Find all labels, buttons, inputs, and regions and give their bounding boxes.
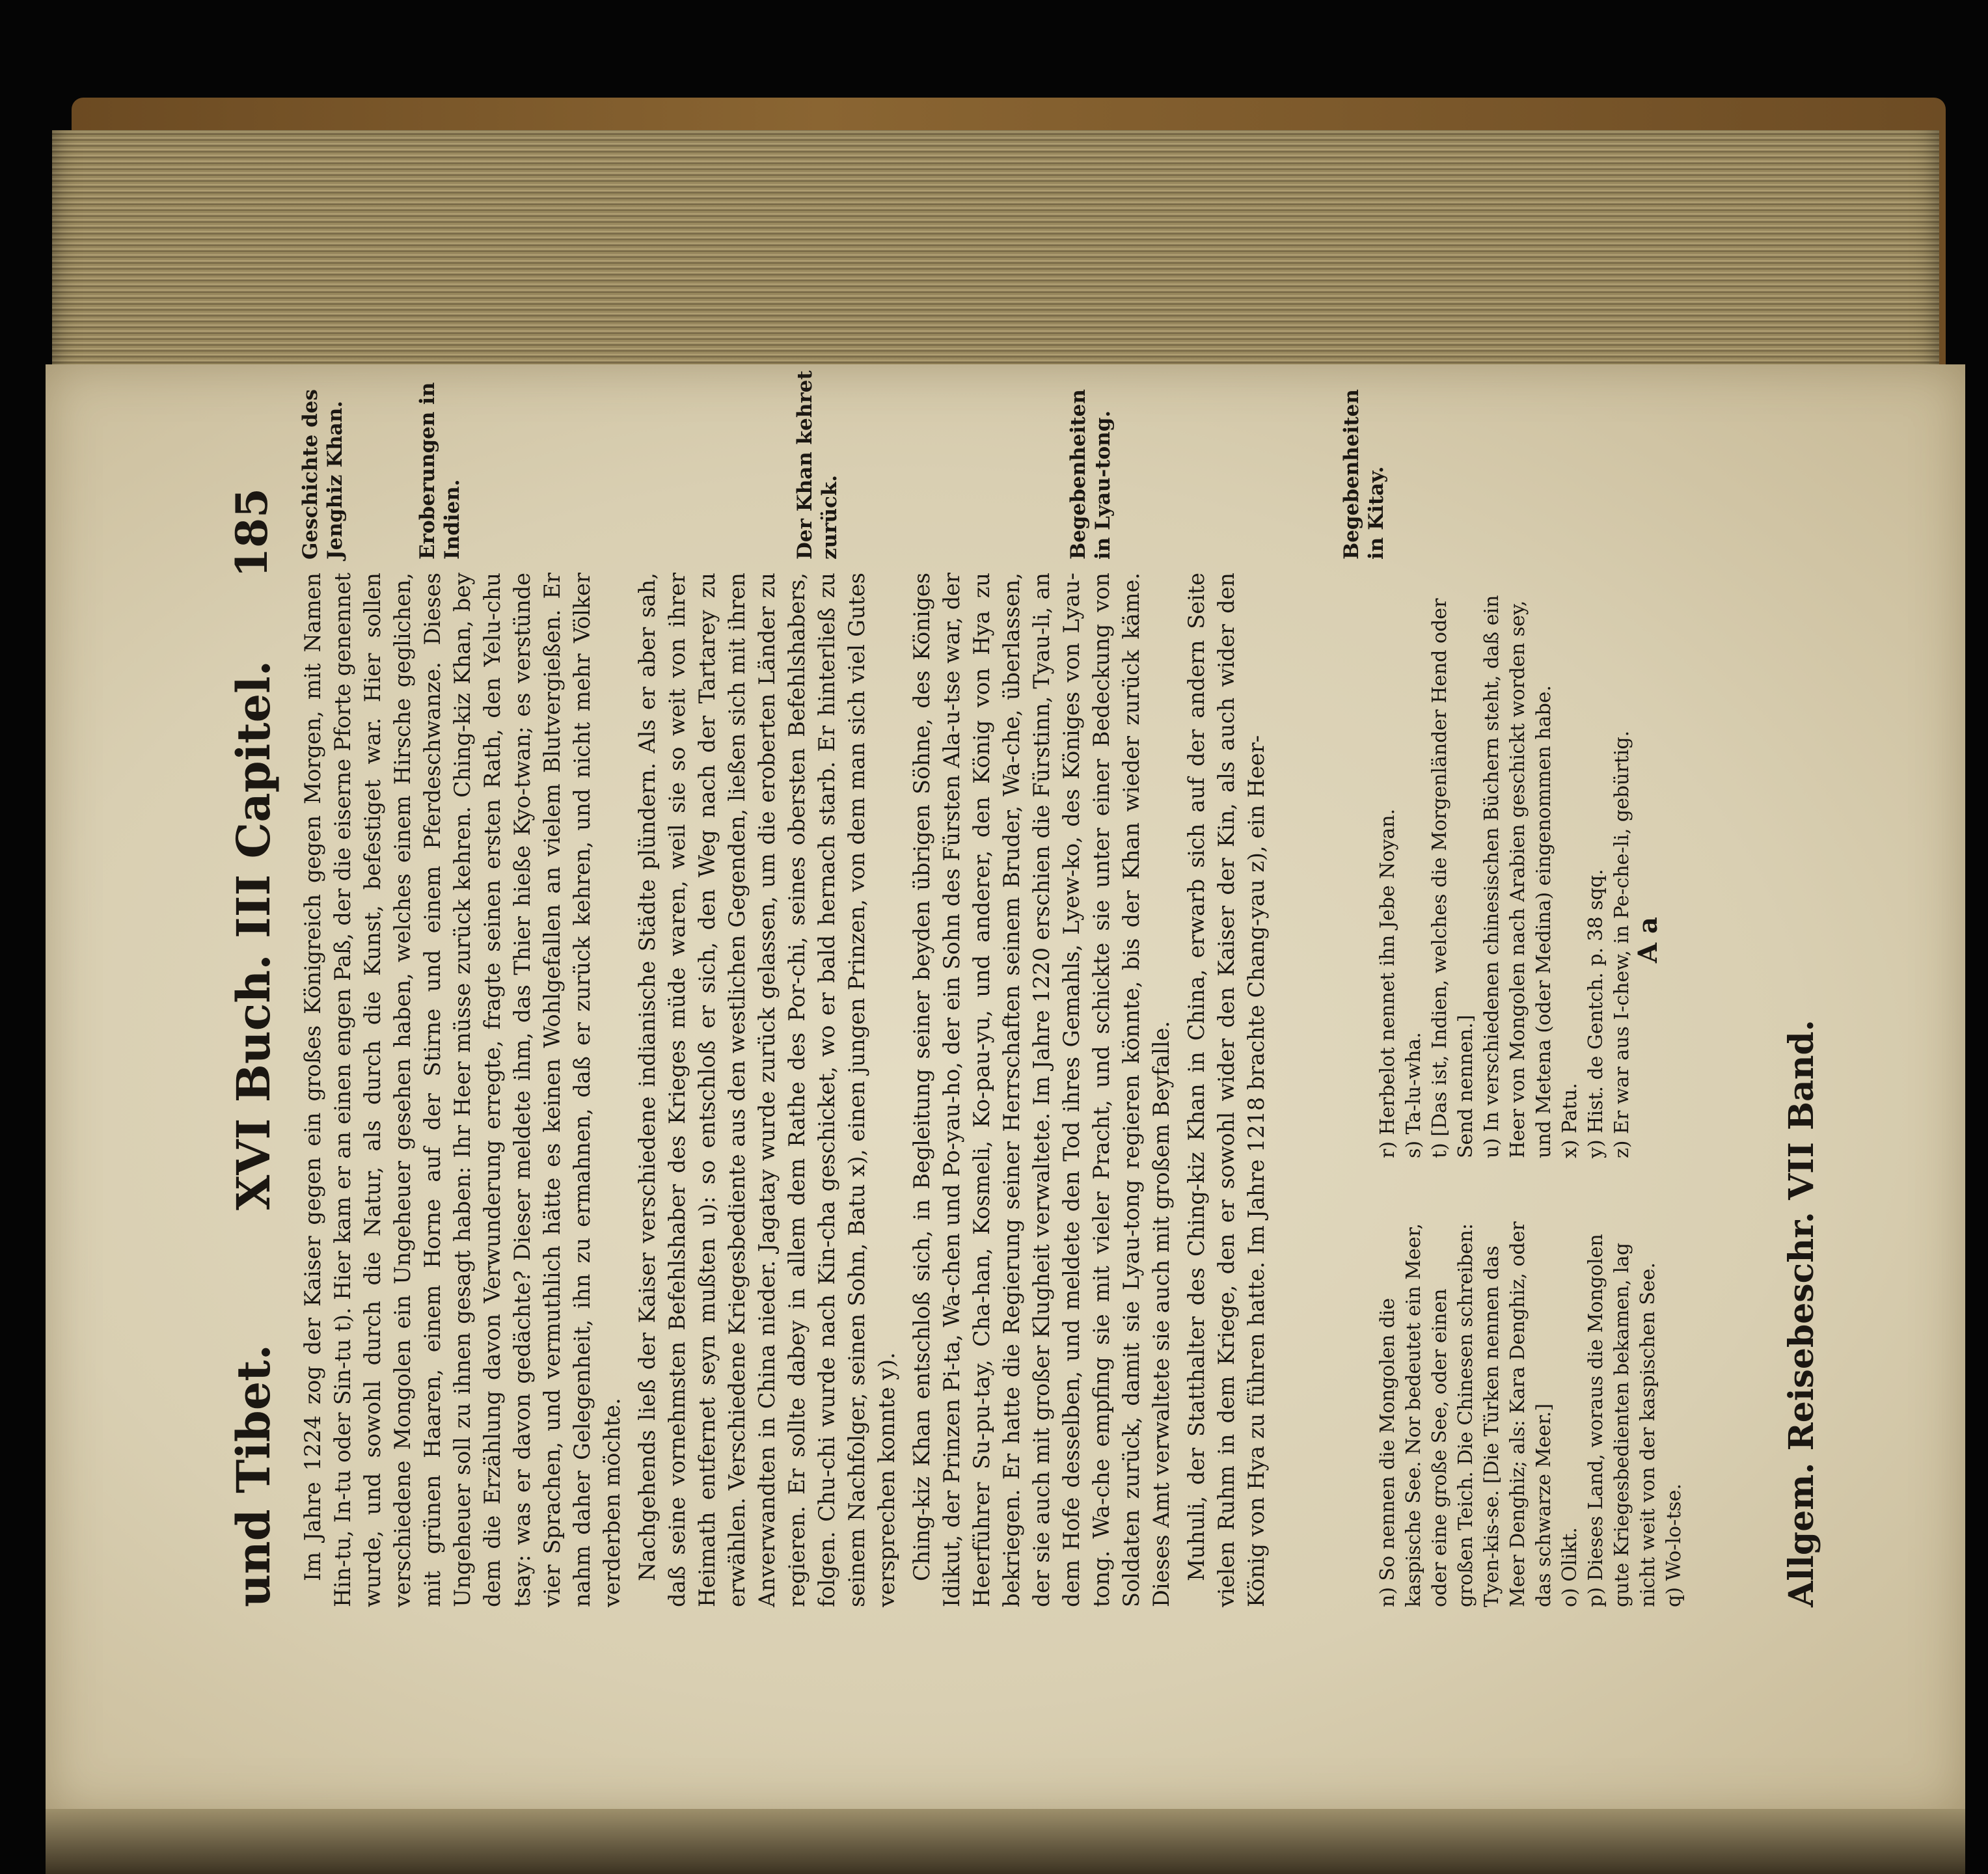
paragraph: Ching-kiz Khan entschloß sich, in Begleitung seiner beyden übrigen Söhne, des Königes Idikut, der Prinzen Pi-ta, Wa-chen und Po-yau-ho, der ein Sohn des Fürsten Ala-u-tse war, der Heerführer Su-pu-tay, Cha-han, Kosmeli, Ko-pau-yu, und anderer, den König von Hya zu bekriegen. Er hatte die Regierung seiner Herrschaften seinem Bruder, Wa-che, überlassen, der sie auch mit großer Klugheit verwaltete. Im Jahre 1220 erschien die Fürstinn, Tyau-li, an dem Hofe desselben, und meldete den Tod ihres Gemahls, Lyew-ko, des Königes von Lyau-tong. Wa-che empfing sie mit vieler Pracht, und schickte sie unter einer Bedeckung von Soldaten zurück, damit sie Lyau-tong regieren könnte, bis der Khan wieder zurück käme. Dieses Amt verwaltete sie auch mit großem Beyfalle. — [909, 573, 1174, 1607]
margin-note: Eroberungen in Indien. — [416, 382, 464, 560]
footnotes-right-column — [1375, 573, 1661, 1158]
footer-left: Allgem. Reisebeschr. VII Band. — [1782, 1020, 1821, 1607]
footnote: q) Wo-lo-tse. — [1663, 1484, 1685, 1607]
page-gutter — [46, 1809, 1965, 1874]
footnote: u) In verschiedenen chinesischen Büchern steht, daß ein Heer von Mongolen nach Arabien geschickt worden sey, und Metena (oder Medina) eingenommen habe. — [1480, 595, 1555, 1158]
paragraph: Im Jahre 1224 zog der Kaiser gegen ein großes Königreich gegen Morgen, mit Namen Hin-tu, In-tu oder Sin-tu t). Hier kam er an einen engen Paß, der die eiserne Pforte genennet wurde, und sowohl durch die Natur, als durch die Kunst, befestiget war. Hier sollen verschiedene Mongolen ein Ungeheuer gesehen haben, welches einem Hirsche geglichen, mit grünen Haaren, einem Horne auf der Stirne und einem Pferdeschwanze. Dieses Ungeheuer soll zu ihnen gesagt haben: Ihr Heer müsse zurück kehren. Ching-kiz Khan, bey dem die Erzählung davon Verwunderung erregte, fragte seinen ersten Rath, den Yelu-chu tsay: was er davon gedächte? Dieser meldete ihm, das Thier hieße Kyo-twan; es verstünde vier Sprachen, und vermuthlich hätte es keinen Wohlgefallen an vielem Blutvergießen. Er nahm daher Gelegenheit, ihn zu ermahnen, daß er zurück kehren, und nicht mehr Völker verderben möchte. — [300, 573, 625, 1607]
footnote: p) Dieses Land, woraus die Mongolen gute Kriegesbedienten bekamen, lag nicht weit von der kaspischen See. — [1585, 1234, 1659, 1607]
running-header — [226, 488, 285, 1607]
margin-note: Der Khan kehret zurück. — [793, 370, 841, 560]
signature-mark: A a — [1633, 917, 1663, 963]
page-number: 185 — [226, 488, 277, 578]
rotated-text-block — [64, 286, 1925, 1679]
header-left: und Tibet. — [226, 1344, 280, 1607]
footnotes-left-column — [1375, 1217, 1687, 1607]
footnote: y) Hist. de Gentch. p. 38 sqq. — [1585, 869, 1607, 1158]
main-text — [298, 573, 1277, 1607]
margin-note: Geschichte des Jenghiz Khan. — [299, 389, 347, 560]
footnote: x) Patu. — [1559, 1083, 1581, 1158]
margin-note: Begebenheiten in Lyau-tong. — [1067, 389, 1115, 560]
footnote: z) Er war aus I-chew, in Pe-che-li, gebürtig. — [1611, 730, 1633, 1158]
footnote: s) Ta-lu-wha. — [1402, 1032, 1425, 1158]
footnote: n) So nennen die Mongolen die kaspische See. Nor bedeutet ein Meer, oder eine große See, oder einen großen Teich. Die Chinesen schreiben: Tyen-kis-se. [Die Türken nennen das Meer Denghiz; als: Kara Denghiz, oder das schwarze Meer.] — [1376, 1221, 1555, 1607]
footnote: r) Herbelot nennet ihn Jebe Noyan. — [1376, 808, 1399, 1158]
paragraph: Muhuli, der Statthalter des Ching-kiz Khan in China, erwarb sich auf der andern Seite vielen Ruhm in dem Kriege, den er sowohl wider den Kaiser der Kin, als auch wider den König von Hya zu führen hatte. Im Jahre 1218 brachte Chang-yau z), ein Heer- — [1184, 573, 1269, 1607]
footnote: t) [Das ist, Indien, welches die Morgenländer Hend oder Send nennen.] — [1428, 598, 1477, 1158]
paragraph: Nachgehends ließ der Kaiser verschiedene indianische Städte plündern. Als er aber sah, daß seine vornehmsten Befehlshaber des Krieges müde waren, weil sie so weit von ihrer Heimath entfernet seyn mußten u): so entschloß er sich, den Weg nach der Tartarey zu erwählen. Verschiedene Kriegesbediente aus den westlichen Gegenden, ließen sich mit ihren Anverwandten in China nieder. Jagatay wurde zurück gelassen, um die eroberten Länder zu regieren. Er sollte dabey in allem dem Rathe des Por-chi, seines obersten Befehlshabers, folgen. Chu-chi wurde nach Kin-cha geschicket, wo er bald hernach starb. Er hinterließ zu seinem Nachfolger, seinen Sohn, Batu x), einen jungen Prinzen, von dem man sich viel Gutes versprechen konnte y). — [634, 573, 899, 1607]
header-center: XVI Buch. III Capitel. — [226, 660, 280, 1210]
margin-note: Begebenheiten in Kitay. — [1340, 389, 1388, 560]
footnote: o) Olikt. — [1559, 1527, 1581, 1607]
